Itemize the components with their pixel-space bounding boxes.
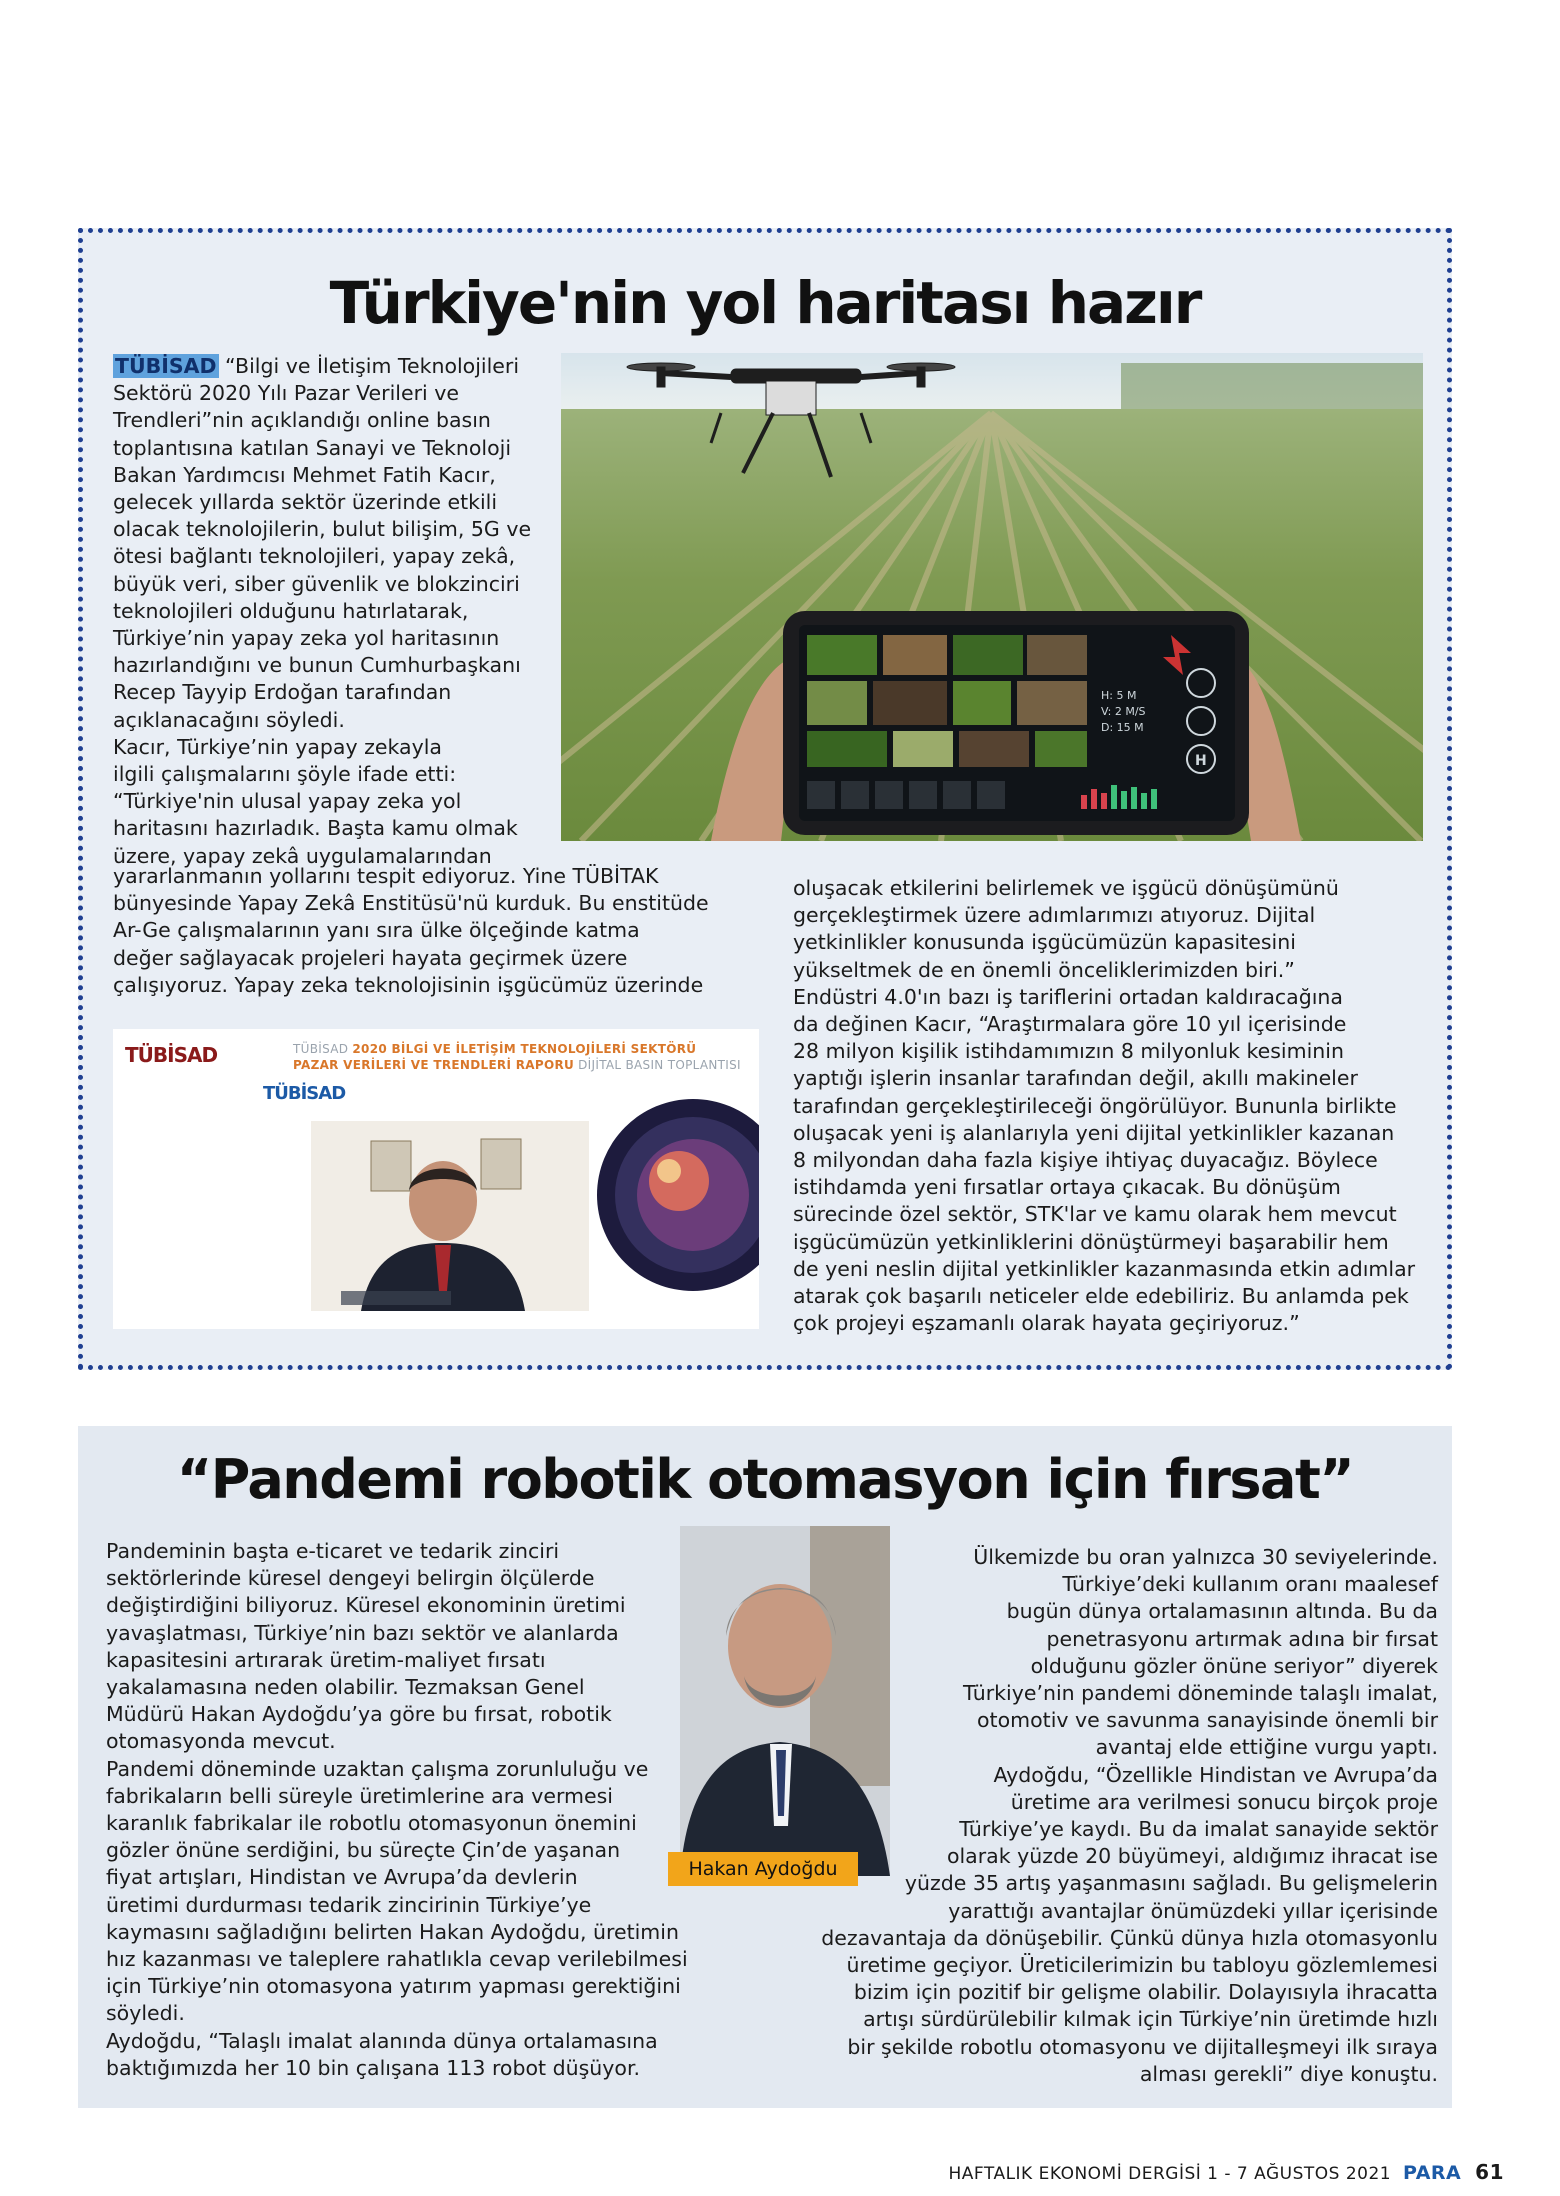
tablet-distance-readout: D: 15 M [1101,721,1144,734]
tablet-h-button-label: H [1195,753,1207,769]
footer-brand: PARA [1403,2162,1462,2184]
drone-field-illustration [561,353,1423,841]
article-body-column-1: Pandeminin başta e-ticaret ve tedarik zinciri sektörlerinde küresel dengeyi belirgin ölçülerde değiştirdiğini biliyoruz. Küresel ekonominin üretimi yavaşlatması, Türkiye’nin bazı sektör ve alanlarda kapasitesini artırarak üretim-maliyet fırsatı yakalamasına neden olabilir. Tezmaksan Genel Müdürü Hakan Aydoğdu’ya göre bu fırsat, robotik otomasyonda mevcut. Pandemi döneminde uzaktan çalışma zorunluluğu ve fabrikaların belli süreyle üretimlerine ara vermesi karanlık fabrikalar ile robotlu otomasyonun önemini gözler önüne serdiğini, bu süreçte Çin’de yaşanan fiyat artışları, Hindistan ve Avrupa’da devlerin üretimi durdurması tedarik zincirinin Türkiye’ye kaymasını sağladığını belirten Hakan Aydoğdu, üretimin hız kazanması ve taleplere rahatlıkla cevap verilebilmesi için Türkiye’nin otomasyona yatırım yapması gerektiğini söyledi. Aydoğdu, “Talaşlı imalat alanında dünya ortalamasına baktığımızda her 10 bin çalışana 113 robot düşüyor. [106,1539,688,2080]
photo-caption: Hakan Aydoğdu [668,1852,858,1886]
article-body-column-2: oluşacak etkilerini belirlemek ve işgücü dönüşümünü gerçekleştirmek üzere adımlarımızı atıyoruz. Dijital yetkinlikler konusunda işgücümüzün kapasitesini yükseltmek de en önemli önceliklerimizden biri.” Endüstri 4.0'ın bazı iş tariflerini ortadan kaldıracağına da değinen Kacır, “Araştırmalara göre 10 yıl içerisinde 28 milyon kişilik istihdamımızın 8 milyonluk kesiminin yaptığı işlerin insanlar tarafından değil, akıllı makineler tarafından gerçekleştirileceği öngörülüyor. Bununla birlikte oluşacak yeni iş alanlarıyla yeni dijital yetkinlikler kazanan 8 milyondan daha fazla kişiye ihtiyaç duyacağız. Böylece istihdamda yeni fırsatlar ortaya çıkacak. Bu dönüşüm sürecinde özel sektör, STK'lar ve kamu olarak hem mevcut işgücümüzün yetkinliklerini dönüştürmeyi başarabilir hem de yeni neslin dijital yetkinlikler kazanmasında etkin adımlar atarak çok başarılı neticeler elde edebiliriz. Bu anlamda pek çok projeyi eşzamanlı olarak hayata geçiriyoruz.” [793,876,1416,1336]
article-pandemic-robotics [78,1426,1452,2108]
webinar-heading: TÜBİSAD 2020 BİLGİ VE İLETİŞİM TEKNOLOJİLERİ SEKTÖRÜ PAZAR VERİLERİ VE TRENDLERİ RAPORU DİJİTAL BASIN TOPLANTISI [293,1042,741,1072]
webinar-screenshot [113,1029,759,1329]
article-body-column-1 [113,353,593,870]
speaker-video-frame [311,1121,589,1311]
article-title: Türkiye'nin yol haritası hazır [329,269,1201,337]
page-footer [948,2160,1504,2184]
tubisad-logo: TÜBİSAD [125,1043,218,1067]
highlight-tubisad: TÜBİSAD [115,354,217,378]
speaker-video-illustration [311,1121,589,1311]
page-number: 61 [1475,2160,1504,2184]
article-intro-text: “Bilgi ve İletişim Teknolojileri Sektörü 2020 Yılı Pazar Verileri ve Trendleri”nin açıklandığı online basın toplantısına katılan Sanayi ve Teknoloji Bakan Yardımcısı Mehmet Fatih Kacır, gelecek yıllarda sektör üzerinde etkili olacak teknolojilerin, bulut bilişim, 5G ve ötesi bağlantı teknolojileri, yapay zekâ, büyük veri, siber güvenlik ve blokzinciri teknolojileri olduğunu hatırlatarak, Türkiye’nin yapay zeka yol haritasının hazırlandığını ve bunun Cumhurbaşkanı Recep Tayyip Erdoğan tarafından açıklanacağını söyledi. Kacır, Türkiye’nin yapay zekayla ilgili çalışmalarını şöyle ifade etti: “Türkiye'nin ulusal yapay zeka yol haritasını hazırladık. Başta kamu olmak üzere, yapay zekâ uygulamalarından [113,354,532,868]
globe-graphic [583,1085,759,1325]
article-body-column-1-continued: yararlanmanın yollarını tespit ediyoruz. Yine TÜBİTAK bünyesinde Yapay Zekâ Enstitüsü'nü kurduk. Bu enstitüde Ar-Ge çalışmalarının yanı sıra ülke ölçeğinde katma değer sağlayacak projeleri hayata geçirmek üzere çalışıyoruz. Yapay zeka teknolojisinin işgücümüz üzerinde [113,864,709,997]
tablet-height-readout: H: 5 M [1101,689,1137,702]
drone-field-photo [561,353,1423,841]
tubisad-sub-logo: TÜBİSAD [263,1083,346,1104]
footer-issue-text: HAFTALIK EKONOMİ DERGİSİ 1 - 7 AĞUSTOS 2021 [948,2164,1392,2184]
tablet-speed-readout: V: 2 M/S [1101,705,1146,718]
article-title: “Pandemi robotik otomasyon için fırsat” [176,1448,1354,1511]
article-roadmap [78,228,1452,1370]
article-body-column-2: Ülkemizde bu oran yalnızca 30 seviyelerinde. Türkiye’deki kullanım oranı maalesef bugün dünya ortalamasının altında. Bu da penetrasyonu artırmak adına bir fırsat olduğunu gözler önüne seriyor” diyerek Türkiye’nin pandemi döneminde talaşlı imalat, otomotiv ve savunma sanayisinde önemli bir avantaj elde ettiğine vurgu yaptı. Aydoğdu, “Özellikle Hindistan ve Avrupa’da üretime ara verilmesi sonucu birçok proje Türkiye’ye kaydı. Bu da imalat sanayide sektör olarak yüzde 20 büyümeyi, aldığımız ihracat ise yüzde 35 artış yaşanmasını sağladı. Bu gelişmelerin yarattığı avantajlar önümüzdeki yıllar içerisinde dezavantaja da dönüşebilir. Çünkü dünya hızla otomasyonlu üretime geçiyor. Üreticilerimizin bu tabloyu gözlemlemesi bizim için pozitif bir gelişme olabilir. Dolayısıyla ihracatta artışı sürdürülebilir kılmak için Türkiye’nin üretimde hızlı bir şekilde robotlu otomasyonu ve dijitalleşmeyi ilk sıraya alması gerekli” diye konuştu. [821,1545,1438,2086]
